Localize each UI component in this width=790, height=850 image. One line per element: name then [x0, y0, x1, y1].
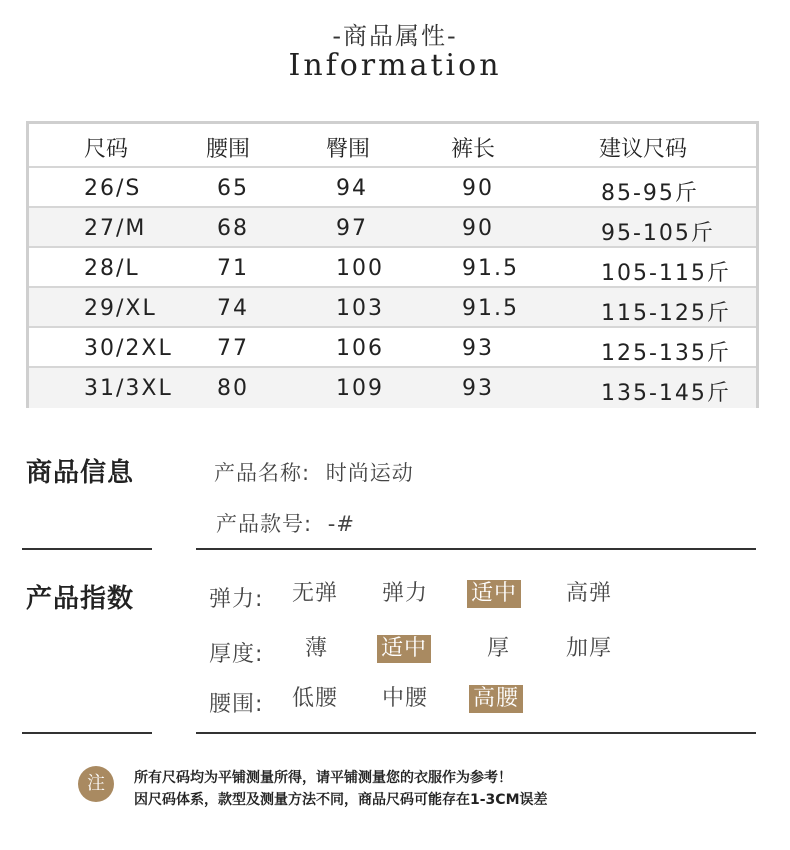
elasticity-option-elastic: 弹力 [382, 581, 429, 606]
table-cell: 65 [217, 176, 249, 201]
product-info-title: 商品信息 [26, 458, 135, 488]
table-row [29, 206, 756, 248]
table-row [29, 286, 756, 328]
table-cell: 90 [462, 216, 494, 241]
elasticity-option-none: 无弹 [292, 581, 339, 606]
table-row [29, 326, 756, 368]
divider [22, 548, 152, 550]
note-line-2: 因尺码体系，款型及测量方法不同，商品尺码可能存在1-3CM误差 [134, 792, 548, 808]
waist-option-mid: 中腰 [382, 686, 429, 711]
size-table [26, 121, 759, 408]
waist-option-low: 低腰 [292, 686, 339, 711]
table-cell: 109 [336, 376, 384, 401]
table-cell: 26/S [84, 176, 142, 201]
table-cell: 91.5 [462, 296, 519, 321]
note-icon: 注 [78, 766, 114, 802]
note-line-1: 所有尺码均为平铺测量所得，请平铺测量您的衣服作为参考！ [134, 770, 512, 786]
elasticity-option-medium-selected: 适中 [467, 580, 521, 608]
table-cell: 105-115斤 [601, 261, 731, 286]
product-model-label: 产品款号: [216, 512, 313, 536]
table-cell: 125-135斤 [601, 341, 731, 366]
table-cell: 29/XL [84, 296, 157, 321]
section-title-en: Information [288, 48, 502, 83]
thickness-option-thin: 薄 [305, 636, 329, 661]
column-header-recommended: 建议尺码 [599, 137, 688, 162]
table-cell: 27/M [84, 216, 147, 241]
table-row [29, 246, 756, 288]
column-header-hip: 臀围 [326, 137, 371, 162]
divider [22, 732, 152, 734]
table-cell: 71 [217, 256, 249, 281]
table-row [29, 366, 756, 408]
product-name-row [214, 457, 414, 487]
waist-label: 腰围: [209, 692, 264, 717]
table-cell: 135-145斤 [601, 381, 731, 406]
product-model-value: -# [327, 512, 355, 536]
table-cell: 68 [217, 216, 249, 241]
table-cell: 30/2XL [84, 336, 173, 361]
column-header-size: 尺码 [84, 137, 129, 162]
elasticity-label: 弹力: [209, 587, 264, 612]
table-cell: 80 [217, 376, 249, 401]
divider [196, 548, 756, 550]
section-title-cn: -商品属性- [332, 22, 458, 50]
product-name-value: 时尚运动 [325, 461, 414, 485]
thickness-option-medium-selected: 适中 [377, 635, 431, 663]
column-header-waist: 腰围 [206, 137, 251, 162]
table-header-row [29, 124, 756, 166]
thickness-option-thick: 厚 [487, 636, 511, 661]
divider [196, 732, 756, 734]
table-cell: 93 [462, 376, 494, 401]
product-name-label: 产品名称: [214, 461, 311, 485]
thickness-label: 厚度: [209, 642, 264, 667]
table-cell: 90 [462, 176, 494, 201]
table-cell: 28/L [84, 256, 140, 281]
table-cell: 77 [217, 336, 249, 361]
table-cell: 95-105斤 [601, 221, 715, 246]
table-cell: 93 [462, 336, 494, 361]
table-cell: 74 [217, 296, 249, 321]
table-row [29, 166, 756, 208]
table-cell: 115-125斤 [601, 301, 731, 326]
elasticity-option-high: 高弹 [566, 581, 613, 606]
table-cell: 100 [336, 256, 384, 281]
product-model-row [216, 508, 355, 538]
table-cell: 31/3XL [84, 376, 173, 401]
table-cell: 91.5 [462, 256, 519, 281]
table-cell: 97 [336, 216, 368, 241]
table-cell: 103 [336, 296, 384, 321]
product-index-title: 产品指数 [26, 584, 135, 614]
table-cell: 85-95斤 [601, 181, 699, 206]
column-header-length: 裤长 [451, 137, 496, 162]
table-cell: 106 [336, 336, 384, 361]
thickness-option-extra-thick: 加厚 [566, 636, 613, 661]
table-cell: 94 [336, 176, 368, 201]
waist-option-high-selected: 高腰 [469, 685, 523, 713]
